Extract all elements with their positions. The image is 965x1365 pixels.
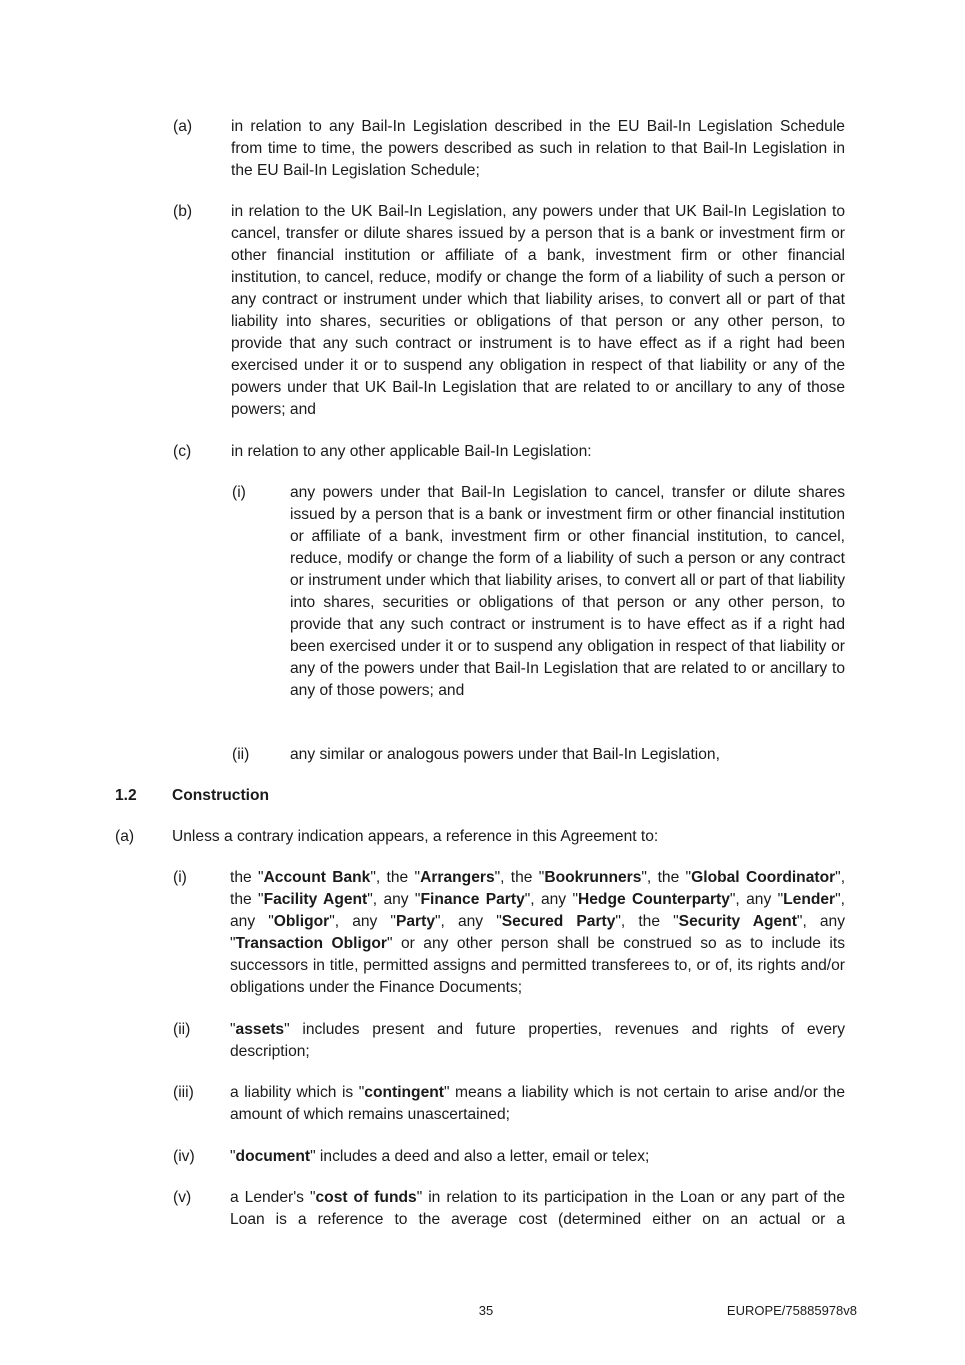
paragraph-label: (i) bbox=[173, 869, 187, 886]
defined-term: Transaction Obligor bbox=[235, 935, 387, 952]
defined-term: contingent bbox=[364, 1084, 444, 1101]
paragraph-label: (a) bbox=[173, 118, 193, 135]
paragraph-label: (iv) bbox=[173, 1148, 195, 1165]
defined-term: Account Bank bbox=[263, 869, 371, 886]
paragraph-text: "document" includes a deed and also a letter, email or telex; bbox=[230, 1148, 650, 1165]
paragraph-label: (i) bbox=[232, 484, 246, 501]
defined-term: assets bbox=[235, 1021, 285, 1038]
paragraph-label: (iii) bbox=[173, 1084, 194, 1101]
section-title: Construction bbox=[172, 787, 270, 804]
paragraph-label: (c) bbox=[173, 443, 192, 460]
paragraph-label: (ii) bbox=[232, 746, 250, 763]
defined-term: Arrangers bbox=[420, 869, 495, 886]
defined-term: Hedge Counterparty bbox=[577, 891, 730, 908]
document-reference: EUROPE/75885978v8 bbox=[726, 1303, 857, 1318]
definition-i bbox=[173, 867, 845, 999]
defined-term: Security Agent bbox=[678, 913, 797, 930]
section-number: 1.2 bbox=[115, 787, 137, 804]
paragraph-text: any powers under that Bail-In Legislation to cancel, transfer or dilute shares issued by a person that is a bank or investment firm or other financial institution or affiliate of a bank, investment firm or other financial institution, to cancel, reduce, modify or change the form of a liability of such a person or any contract or instrument under which that liability arises, to convert all or part of that liability into shares, securities or obligations of that person or any other person, to provide that any such contract or instrument is to have effect as if a right had been exercised under it or to suspend any obligation in respect of that liability or any of the powers under that Bail-In Legislation that are related to or ancillary to any of those powers; and bbox=[290, 484, 845, 699]
paragraph-text: Unless a contrary indication appears, a reference in this Agreement to: bbox=[172, 828, 659, 845]
defined-term: Lender bbox=[783, 891, 836, 908]
definition-iv bbox=[173, 1146, 845, 1168]
paragraph-label: (ii) bbox=[173, 1021, 191, 1038]
defined-term: Secured Party bbox=[501, 913, 616, 930]
defined-term: Bookrunners bbox=[544, 869, 642, 886]
construction-intro bbox=[115, 826, 845, 848]
paragraph-label: (v) bbox=[173, 1189, 192, 1206]
paragraph-text: in relation to the UK Bail-In Legislation, any powers under that UK Bail-In Legislation to cancel, transfer or dilute shares issued by a person that is a bank or investment firm or other financial institution or affiliate of a bank, investment firm or other financial institution, to cancel, reduce, modify or change the form of a liability of such a person or any contract or instrument under which that liability arises, to convert all or part of that liability into shares, securities or obligations of that person or any other person, to provide that any such contract or instrument is to have effect as if a right had been exercised under it or to suspend any obligation in respect of that liability or any of the powers under that UK Bail-In Legislation that are related to or ancillary to any of those powers; and bbox=[231, 203, 845, 418]
paragraph-label: (a) bbox=[115, 828, 135, 845]
defined-term: document bbox=[235, 1148, 311, 1165]
definition-ii bbox=[173, 1019, 845, 1063]
paragraph-a bbox=[173, 116, 845, 182]
paragraph-label: (b) bbox=[173, 203, 193, 220]
defined-term: Obligor bbox=[273, 913, 330, 930]
defined-term: Party bbox=[395, 913, 435, 930]
paragraph-c bbox=[173, 441, 845, 463]
defined-term: Global Coordinator bbox=[691, 869, 836, 886]
paragraph-text: "assets" includes present and future properties, revenues and rights of every description; bbox=[230, 1021, 845, 1060]
defined-term: Facility Agent bbox=[263, 891, 368, 908]
paragraph-text: a liability which is "contingent" means a liability which is not certain to arise and/or the amount of which remains unascertained; bbox=[230, 1084, 845, 1123]
paragraph-b bbox=[173, 201, 845, 421]
defined-term: Finance Party bbox=[420, 891, 525, 908]
defined-term: cost of funds bbox=[315, 1189, 417, 1206]
subparagraph-c-i bbox=[232, 482, 845, 702]
paragraph-text: in relation to any Bail-In Legislation described in the EU Bail-In Legislation Schedule from time to time, the powers described as such in relation to that Bail-In Legislation in the EU Bail-In Legislation Schedule; bbox=[231, 118, 845, 179]
definition-v bbox=[173, 1187, 845, 1231]
subparagraph-c-ii bbox=[232, 744, 845, 766]
paragraph-text: a Lender's "cost of funds" in relation to its participation in the Loan or any part of the Loan is a reference to the average cost (determined either on an actual or a bbox=[230, 1189, 845, 1228]
page-number: 35 bbox=[478, 1303, 494, 1318]
paragraph-text: in relation to any other applicable Bail-In Legislation: bbox=[231, 443, 592, 460]
paragraph-text: the "Account Bank", the "Arrangers", the "Bookrunners", the "Global Coordinator", the "Facility Agent", any "Finance Party", any "Hedge Counterparty", any "Lender", any "Obligor", any "Party", any "Secured Party", the "Security Agent", any "Transaction Obligor" or any other person shall be construed so as to include its successors in title, permitted assigns and permitted transferees to, or of, its rights and/or obligations under the Finance Documents; bbox=[230, 869, 846, 996]
definition-iii bbox=[173, 1082, 845, 1126]
paragraph-text: any similar or analogous powers under that Bail-In Legislation, bbox=[290, 746, 720, 763]
section-heading bbox=[115, 785, 845, 807]
